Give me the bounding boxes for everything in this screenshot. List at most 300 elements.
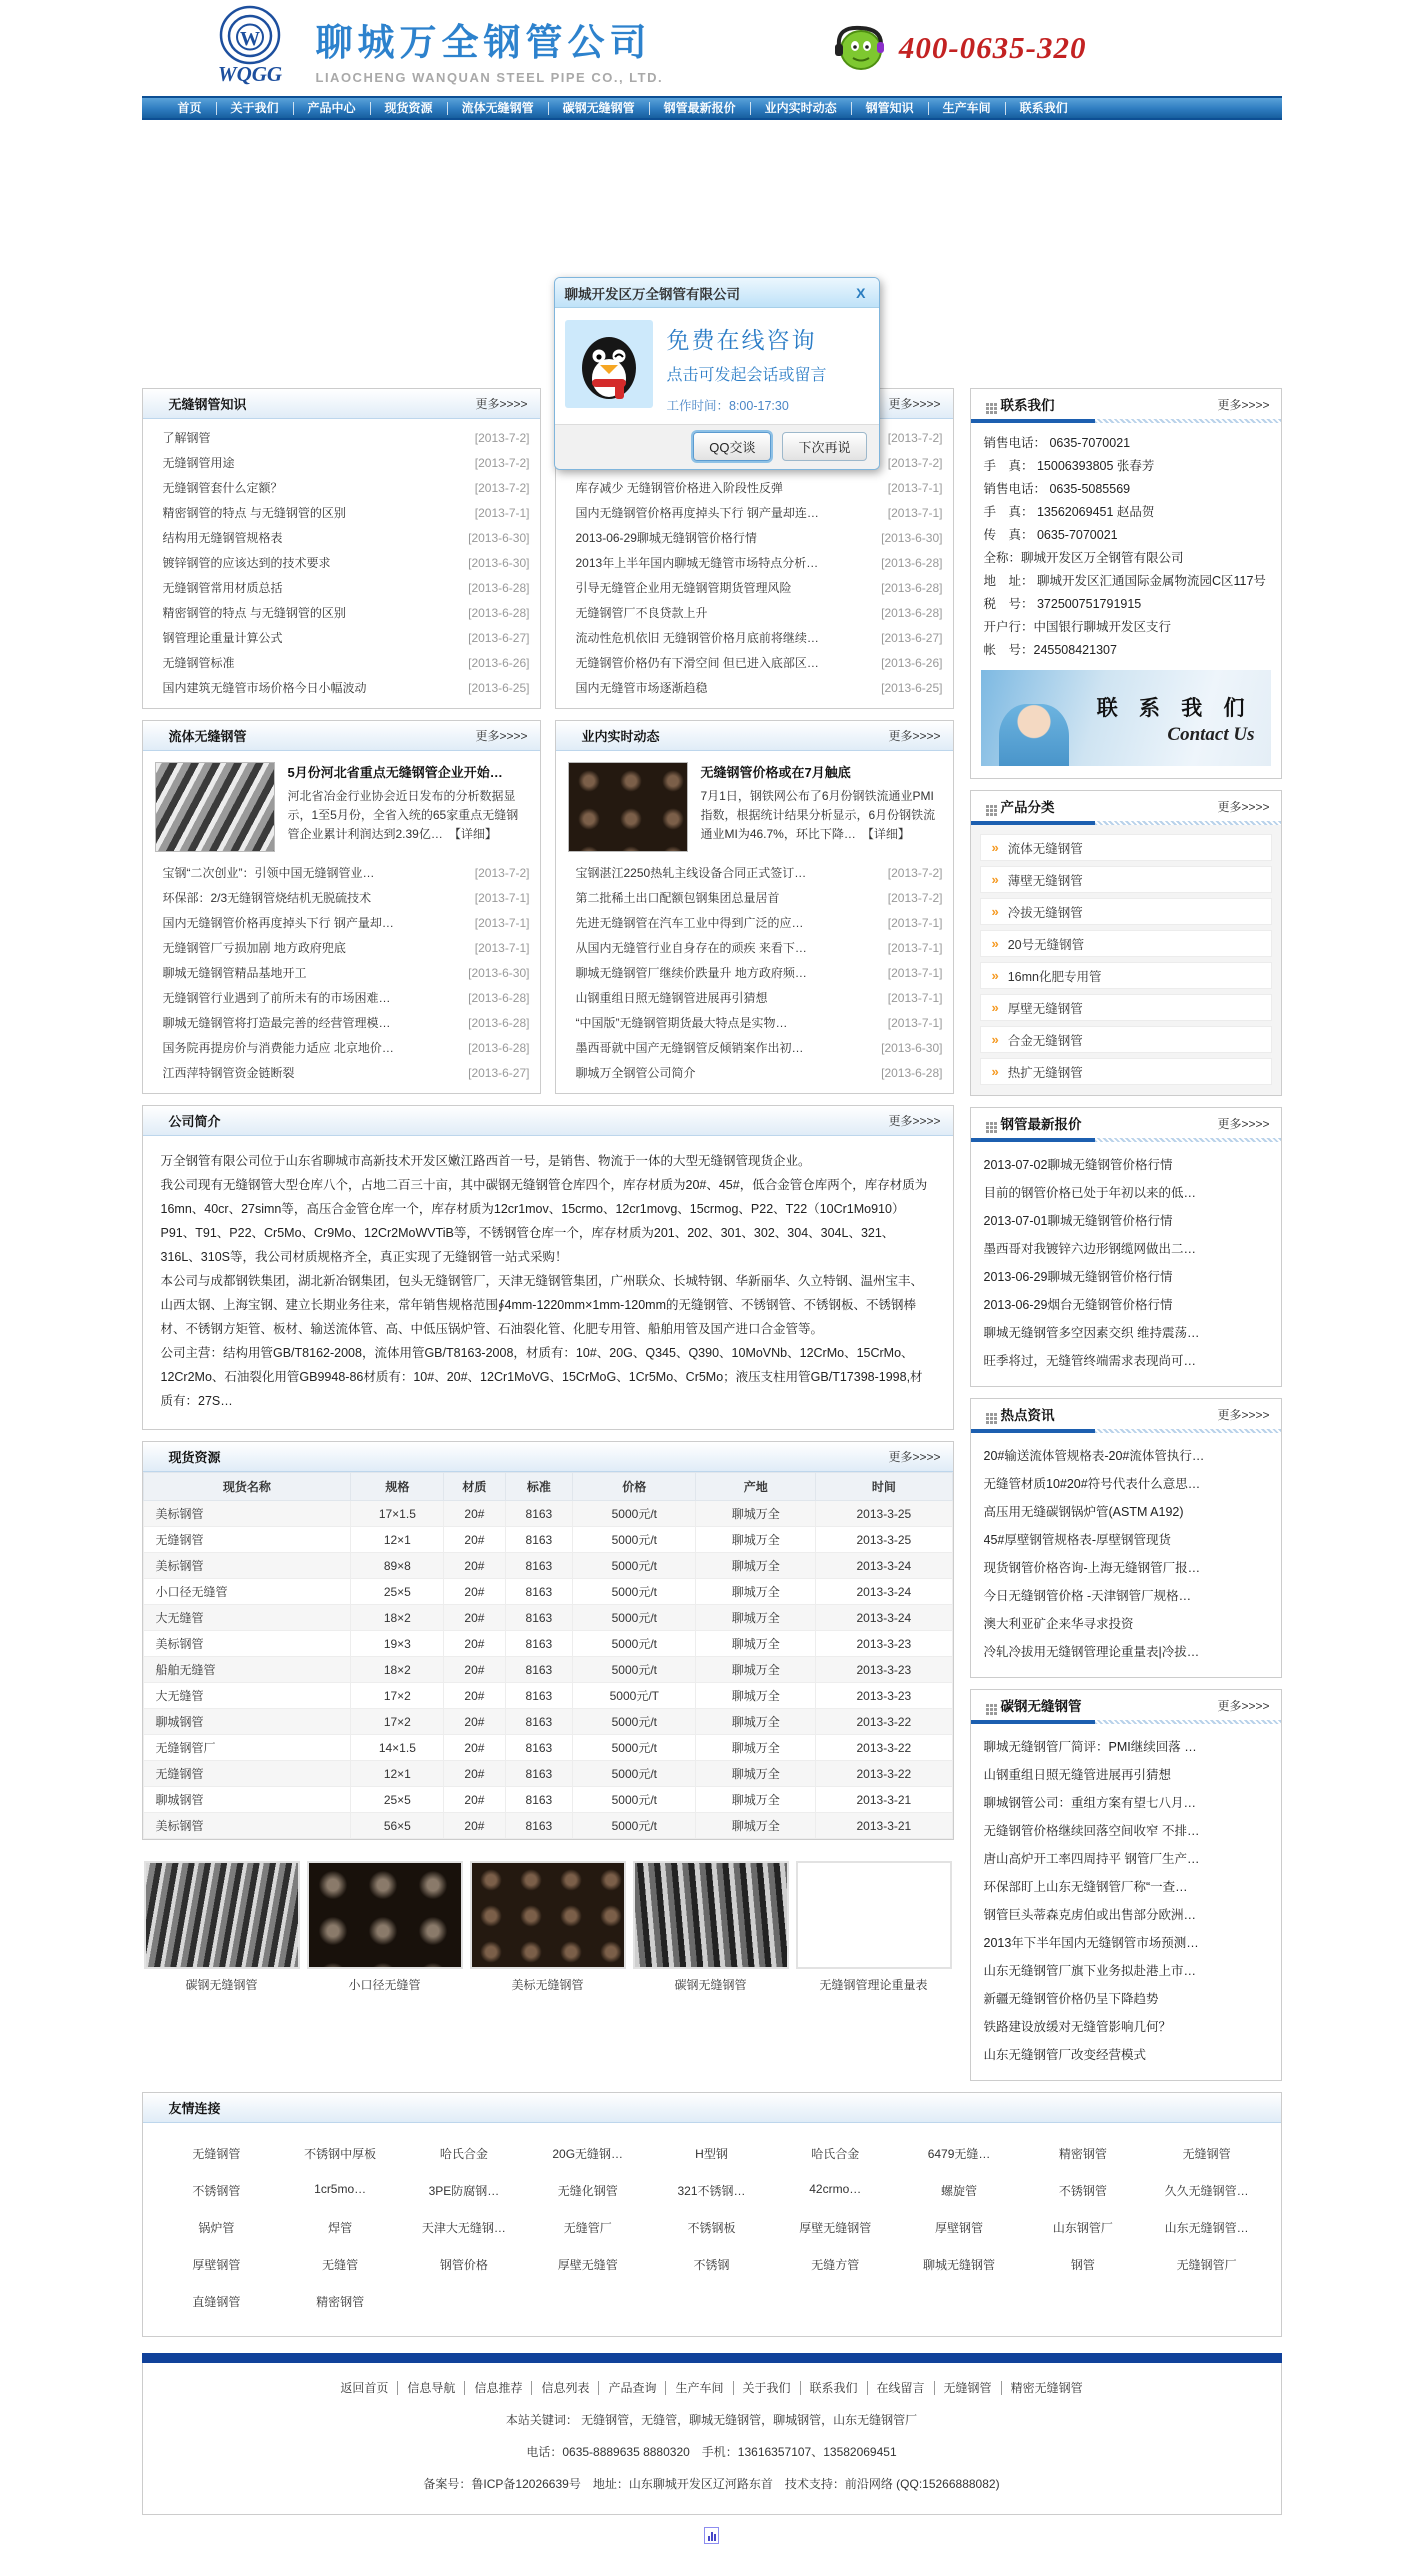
news-list-item[interactable] [566,675,943,700]
table-row[interactable] [143,1579,952,1605]
news-date: [2013-6-28] [468,580,530,595]
news-date: [2013-7-2] [474,430,530,445]
hotline-number: 400-0635-320 [898,30,1087,65]
cell-date: 2013-3-24 [816,1553,952,1579]
table-row[interactable] [143,1605,952,1631]
footer-nav-item[interactable]: 精密无缝钢管 [1010,2381,1083,2395]
footer-nav-item[interactable]: 信息导航 [398,2381,465,2395]
news-title: 第二批稀土出口配额包钢集团总量居首 [575,891,780,905]
cell-spec: 25×5 [351,1787,444,1813]
news-date: [2013-7-1] [474,915,530,930]
cell-spec: 18×2 [351,1657,444,1683]
contact-line: 税 号： 372500751791915 [983,597,1142,611]
table-row[interactable] [143,1683,952,1709]
cell-price: 5000元/t [573,1761,696,1787]
site-footer [142,2363,1282,2515]
company-intro-paragraph: 本公司与成都钢铁集团，湖北新冶钢集团，包头无缝钢管厂，天津无缝钢管集团，广州联众、长城特钢、华新丽华、久立特钢、温州宝丰、山西太钢、上海宝钢、建立长期业务往来，常年销售规格范围∮4mm-1220mm×1mm-120mm的无缝钢管、不锈钢管、不锈钢板、不锈钢棒材、不锈钢方矩管、板材、输送流体管、高、中低压锅炉管、石油裂化管、化肥专用管、船舶用管及国产进口合金管等。 [160,1274,924,1336]
cell-name: 聊城钢管 [143,1787,351,1813]
category-item[interactable] [980,930,1272,957]
news-list-item[interactable] [153,500,530,525]
list-item[interactable]: 今日无缝钢管价格 -天津钢管厂规格… [983,1589,1192,1603]
list-item[interactable]: 高压用无缝碳钢锅炉管(ASTM A192) [983,1505,1184,1519]
category-item[interactable] [980,1058,1272,1085]
news-title: 精密钢管的特点 与无缝钢管的区别 [162,606,346,620]
panel-contact [970,388,1282,779]
list-item[interactable]: 聊城无缝钢管多空因素交织 维持震荡… [983,1326,1200,1340]
friendly-link[interactable]: 厚壁钢管 [192,2258,241,2272]
nav-item[interactable]: 现货资源 [371,102,448,115]
cell-name: 美标钢管 [143,1813,351,1839]
panel-hot-news [970,1398,1282,1678]
friendly-link[interactable]: 不锈钢 [693,2258,730,2272]
panel-title: 热点资讯 [1000,1408,1055,1423]
footer-beian: 备案号：鲁ICP备12026639号 地址：山东聊城开发区辽河路东首 技术支持：前沿网络 (QQ:15266888082) [423,2477,1000,2491]
friendly-link[interactable]: 无缝钢管 [192,2147,241,2161]
panel-fluid-header [143,721,540,751]
product-thumb[interactable] [796,1861,952,1993]
contact-line: 手 真： 13562069451 赵品贺 [983,505,1155,519]
friendly-link[interactable]: 不锈钢板 [687,2221,736,2235]
list-item[interactable]: 20#输送流体管规格表-20#流体管执行… [983,1449,1205,1463]
news-list-item[interactable] [566,910,943,935]
friendly-link[interactable]: 锅炉管 [198,2221,235,2235]
product-image [633,1861,789,1969]
cell-material: 20# [444,1813,505,1839]
panel-industry-news [555,720,954,1094]
news-list-item[interactable] [153,860,530,885]
news-title: “中国版”无缝钢管期货最大特点是实物… [575,1016,788,1030]
news-title: 无缝钢管厂亏损加剧 地方政府兜底 [162,941,346,955]
qq-later-button[interactable]: 下次再说 [782,432,866,461]
news-date: [2013-7-1] [474,940,530,955]
cell-standard: 8163 [505,1657,573,1683]
list-item[interactable]: 无缝钢管价格继续回落空间收窄 不排… [983,1824,1200,1838]
category-label: 厚壁无缝钢管 [1007,1001,1083,1016]
footer-nav-item[interactable]: 返回首页 [331,2381,398,2395]
stock-column-header: 材质 [444,1473,505,1501]
friendly-link[interactable]: 钢管 [1070,2258,1095,2272]
cell-origin: 聊城万全 [696,1501,816,1527]
friendly-link[interactable]: H型钢 [695,2147,728,2161]
company-intro-paragraph: 我公司现有无缝钢管大型仓库八个，占地二百三十亩，其中碳钢无缝钢管仓库四个，库存材质为20#、45#，低合金管仓库两个，库存材质为16mn、40cr、27simn等，高压合金管仓库一个，库存材质为12cr1mov、15crmo、12cr1movg、15crmog、P22、T22（10Cr1Mo910）P91、T91、P22、Cr5Mo、Cr9Mo、12Cr2MoWVTiB等，不锈钢管仓库一个，库存材质为201、202、301、302、304、304L、321、316L、310S等，我公司材质规格齐全，真正实现了无缝钢管一站式采购！ [160,1178,928,1264]
panel-hot-header [971,1399,1281,1429]
list-item[interactable]: 新疆无缝钢管价格仍呈下降趋势 [983,1992,1159,2006]
panel-quotes-header [971,1108,1281,1138]
news-title: 库存减少 无缝钢管价格进入阶段性反弹 [575,481,783,495]
arrow-bullet-icon [992,840,999,855]
news-list-item[interactable] [566,475,943,500]
list-item[interactable]: 山钢重组日照无缝管进展再引猜想 [983,1768,1172,1782]
cell-name: 聊城钢管 [143,1709,351,1735]
cell-origin: 聊城万全 [696,1683,816,1709]
cell-price: 5000元/t [573,1735,696,1761]
more-link[interactable]: 更多>>>> [1217,1407,1270,1422]
nav-item[interactable]: 钢管知识 [852,102,929,115]
contact-banner-en: Contact Us [1167,724,1255,745]
friendly-link[interactable]: 无缝钢管厂 [1176,2258,1237,2272]
news-list-item[interactable] [153,985,530,1010]
friendly-link[interactable]: 3PE防腐钢… [428,2184,500,2198]
product-image [144,1861,300,1969]
category-item[interactable] [980,962,1272,989]
cell-material: 20# [444,1761,505,1787]
list-item[interactable]: 山东无缝钢管厂改变经营模式 [983,2048,1147,2062]
arrow-bullet-icon [992,936,999,951]
friendly-link[interactable]: 山东钢管厂 [1052,2221,1113,2235]
news-list-item[interactable] [566,575,943,600]
footer-nav-item[interactable]: 信息列表 [532,2381,599,2395]
cell-spec: 25×5 [351,1579,444,1605]
news-list-item[interactable] [153,960,530,985]
news-date: [2013-7-1] [474,505,530,520]
news-list-item[interactable] [566,935,943,960]
news-list-item[interactable] [566,600,943,625]
nav-item[interactable]: 钢管最新报价 [650,102,751,115]
more-link[interactable]: 更多>>>> [475,729,528,743]
cell-spec: 14×1.5 [351,1735,444,1761]
news-list-item[interactable] [153,1035,530,1060]
list-item[interactable]: 2013-06-29聊城无缝钢管价格行情 [983,1270,1173,1284]
cell-standard: 8163 [505,1579,573,1605]
panel-title: 联系我们 [1000,398,1055,413]
friendly-link[interactable]: 天津大无缝钢… [421,2221,506,2235]
cell-standard: 8163 [505,1709,573,1735]
footer-nav-item[interactable]: 联系我们 [801,2381,868,2395]
more-link[interactable]: 更多>>>> [1217,397,1270,412]
news-list-item[interactable] [153,425,530,450]
table-row[interactable] [143,1631,952,1657]
cell-origin: 聊城万全 [696,1631,816,1657]
news-list-item[interactable] [153,575,530,600]
news-list-item[interactable] [153,935,530,960]
panel-contact-header [971,389,1281,419]
list-item[interactable]: 墨西哥对我镀锌六边形钢缆网做出二… [983,1242,1197,1256]
panel-stock-header [143,1442,953,1472]
friendly-link[interactable]: 精密钢管 [316,2295,365,2309]
friendly-link[interactable]: 山东无缝钢管… [1164,2221,1249,2235]
news-list-item[interactable] [566,1060,943,1085]
qq-chat-button[interactable]: QQ交谈 [693,432,771,461]
cell-origin: 聊城万全 [696,1553,816,1579]
list-item[interactable]: 聊城钢管公司：重组方案有望七八月… [983,1796,1197,1810]
arrow-bullet-icon [992,968,999,983]
visitor-counter-icon[interactable] [704,2527,719,2544]
cell-date: 2013-3-25 [816,1527,952,1553]
friendly-link[interactable]: 不锈钢管 [1058,2184,1107,2198]
product-thumb[interactable] [633,1861,789,1993]
friendly-link[interactable]: 无缝管 [322,2258,359,2272]
nav-item[interactable]: 关于我们 [217,102,294,115]
nav-item[interactable]: 首页 [164,102,217,115]
friendly-link[interactable]: 厚壁无缝钢管 [799,2221,872,2235]
grid-icon [986,1704,989,1707]
cell-origin: 聊城万全 [696,1735,816,1761]
news-title: 先进无缝钢管在汽车工业中得到广泛的应… [575,916,804,930]
news-title: 宝钢湛江2250热轧主线设备合同正式签订… [575,866,807,880]
more-link[interactable]: 更多>>>> [1217,799,1270,814]
cell-spec: 12×1 [351,1527,444,1553]
panel-product-categories [970,790,1282,1096]
category-item[interactable] [980,866,1272,893]
panel-title: 公司简介 [168,1114,221,1129]
nav-item[interactable]: 生产车间 [929,102,1006,115]
table-row[interactable] [143,1735,952,1761]
news-date: [2013-7-2] [474,480,530,495]
nav-item[interactable]: 产品中心 [294,102,371,115]
category-item[interactable] [980,994,1272,1021]
friendly-link[interactable]: 钢管价格 [439,2258,488,2272]
list-item[interactable]: 铁路建设放缓对无缝管影响几何？ [983,2020,1172,2034]
stock-column-header: 产地 [696,1473,816,1501]
friendly-link[interactable]: 哈氏合金 [439,2147,488,2161]
news-title: 环保部：2/3无缝钢管烧结机无脱硫技术 [162,891,372,905]
cell-price: 5000元/t [573,1813,696,1839]
stock-column-header: 现货名称 [143,1473,351,1501]
list-item[interactable]: 2013-06-29烟台无缝钢管价格行情 [983,1298,1173,1312]
news-date: [2013-6-30] [468,555,530,570]
more-link[interactable]: 更多>>>> [888,1450,941,1464]
news-list-item[interactable] [153,910,530,935]
friendly-link[interactable]: 螺旋管 [941,2184,978,2198]
more-link[interactable]: 更多>>>> [1217,1698,1270,1713]
news-list-item[interactable] [566,525,943,550]
company-logo [210,5,302,92]
cell-material: 20# [444,1605,505,1631]
product-caption: 无缝钢管理论重量表 [819,1978,928,1992]
product-caption: 碳钢无缝钢管 [185,1978,258,1992]
news-date: [2013-7-1] [887,505,943,520]
list-item[interactable]: 聊城无缝钢管厂简评：PMI继续回落 … [983,1740,1197,1754]
news-list-item[interactable] [566,960,943,985]
news-title: 无缝钢管厂不良贷款上升 [575,606,708,620]
footer-nav-item[interactable]: 无缝钢管 [935,2381,1002,2395]
product-image [470,1861,626,1969]
footer-blue-bar [142,2353,1282,2363]
list-item[interactable]: 山东无缝钢管厂旗下业务拟赴港上市… [983,1964,1197,1978]
news-title: 无缝钢管标准 [162,656,235,670]
qq-dialog-buttons [555,424,879,469]
friendly-link[interactable]: 不锈钢管 [192,2184,241,2198]
nav-item[interactable]: 联系我们 [1019,100,1068,115]
table-row[interactable] [143,1657,952,1683]
news-list-item[interactable] [566,550,943,575]
friendly-link[interactable]: 焊管 [328,2221,353,2235]
footer-nav-item[interactable]: 生产车间 [666,2381,733,2395]
category-label: 流体无缝钢管 [1007,841,1083,856]
news-date: [2013-7-2] [887,865,943,880]
cell-price: 5000元/t [573,1605,696,1631]
footer-nav-item[interactable]: 在线留言 [868,2381,935,2395]
list-item[interactable]: 2013-07-02聊城无缝钢管价格行情 [983,1158,1173,1172]
product-thumb[interactable] [144,1861,300,1993]
featured-article[interactable] [143,751,540,854]
news-list-item[interactable] [153,650,530,675]
cell-standard: 8163 [505,1631,573,1657]
list-item[interactable]: 目前的钢管价格已处于年初以来的低… [983,1186,1197,1200]
news-title: 无缝钢管行业遇到了前所未有的市场困难… [162,991,391,1005]
nav-item[interactable]: 业内实时动态 [751,102,852,115]
friendly-links-grid [143,2123,1281,2336]
news-date: [2013-6-28] [881,555,943,570]
product-thumb[interactable] [307,1861,463,1993]
cell-spec: 17×1.5 [351,1501,444,1527]
list-item[interactable]: 现货钢管价格咨询-上海无缝钢管厂报… [983,1561,1201,1575]
news-list-item[interactable] [566,500,943,525]
news-date: [2013-7-2] [474,865,530,880]
news-title: 聊城无缝钢管将打造最完善的经营管理模… [162,1016,391,1030]
nav-item[interactable]: 碳钢无缝钢管 [549,102,650,115]
list-item[interactable]: 无缝管材质10#20#符号代表什么意思… [983,1477,1201,1491]
footer-nav-item[interactable]: 信息推荐 [465,2381,532,2395]
news-list-item[interactable] [153,450,530,475]
cell-spec: 89×8 [351,1553,444,1579]
list-item[interactable]: 2013-07-01聊城无缝钢管价格行情 [983,1214,1173,1228]
featured-article-text [288,762,528,852]
product-thumb[interactable] [470,1861,626,1993]
news-list-item[interactable] [153,675,530,700]
friendly-link[interactable]: 厚壁无缝管 [557,2258,618,2272]
news-title: 国内无缝管市场逐渐趋稳 [575,681,708,695]
category-item[interactable] [980,1026,1272,1053]
category-item[interactable] [980,898,1272,925]
table-row[interactable] [143,1501,952,1527]
news-list-item[interactable] [153,1060,530,1085]
news-list-item[interactable] [566,650,943,675]
cell-name: 船舶无缝管 [143,1657,351,1683]
news-title: 国务院再提房价与消费能力适应 北京地价… [162,1041,394,1055]
friendly-link[interactable]: 无缝管厂 [563,2221,612,2235]
contact-banner-image [981,670,1271,766]
list-item[interactable]: 钢管巨头蒂森克虏伯或出售部分欧洲… [983,1908,1197,1922]
company-intro-text [143,1136,953,1429]
more-link[interactable]: 更多>>>> [888,1114,941,1128]
friendly-link[interactable]: 42crmo… [809,2182,862,2196]
cell-name: 美标钢管 [143,1553,351,1579]
news-date: [2013-6-25] [881,680,943,695]
friendly-link[interactable]: 精密钢管 [1058,2147,1107,2161]
contact-line: 传 真： 0635-7070021 [983,528,1118,542]
panel-categories-header [971,791,1281,821]
cell-price: 5000元/t [573,1501,696,1527]
friendly-link[interactable]: 20G无缝钢… [552,2147,624,2161]
news-date: [2013-6-28] [468,1040,530,1055]
friendly-link[interactable]: 无缝方管 [811,2258,860,2272]
footer-nav-item[interactable]: 关于我们 [734,2381,801,2395]
news-title: 宝钢“二次创业”：引领中国无缝钢管业… [162,866,375,880]
friendly-link[interactable]: 321不锈钢… [677,2184,746,2198]
news-list-item[interactable] [566,1035,943,1060]
close-icon[interactable]: X [856,284,866,301]
news-list-item[interactable] [153,885,530,910]
qq-chat-dialog[interactable] [554,277,880,470]
news-list-item[interactable] [566,1010,943,1035]
friendly-link[interactable]: 1cr5mo… [314,2182,367,2196]
friendly-link[interactable]: 不锈钢中厚板 [304,2147,377,2161]
product-image [796,1861,952,1969]
news-title: 引导无缝管企业用无缝钢管期货管理风险 [575,581,792,595]
list-item[interactable]: 环保部盯上山东无缝钢管厂称“一查… [983,1880,1188,1894]
news-list-item[interactable] [566,625,943,650]
friendly-link[interactable]: 哈氏合金 [811,2147,860,2161]
friendly-link[interactable]: 久久无缝钢管… [1164,2184,1249,2198]
panel-knowledge-header [143,389,540,419]
list-item[interactable]: 冷轧冷拔用无缝钢管理论重量表|冷拔… [983,1645,1200,1659]
table-row[interactable] [143,1813,952,1839]
featured-title[interactable]: 5月份河北省重点无缝钢管企业开始… [287,765,503,780]
nav-item[interactable]: 流体无缝钢管 [448,102,549,115]
table-row[interactable] [143,1787,952,1813]
news-date: [2013-7-1] [887,1015,943,1030]
list-item[interactable]: 2013年下半年国内无缝钢管市场预测… [983,1936,1199,1950]
arrow-bullet-icon [992,904,999,919]
more-link[interactable]: 更多>>>> [888,729,941,743]
cell-material: 20# [444,1709,505,1735]
panel-links-header [143,2093,1281,2123]
featured-article[interactable] [556,751,953,854]
cell-name: 美标钢管 [143,1631,351,1657]
news-list-item[interactable] [153,475,530,500]
cell-standard: 8163 [505,1553,573,1579]
news-list-item[interactable] [153,550,530,575]
friendly-link[interactable]: 无缝钢管 [1182,2147,1231,2161]
featured-article-image [568,762,688,852]
cell-origin: 聊城万全 [696,1527,816,1553]
more-link[interactable]: 更多>>>> [475,397,528,411]
list-item[interactable]: 45#厚壁钢管规格表-厚壁钢管现货 [983,1533,1172,1547]
category-item[interactable] [980,834,1272,861]
news-list-item[interactable] [153,625,530,650]
arrow-bullet-icon [992,1064,999,1079]
news-date: [2013-6-28] [881,605,943,620]
footer-nav-item[interactable]: 产品查询 [599,2381,666,2395]
news-list-item[interactable] [153,1010,530,1035]
news-title: 了解钢管 [162,431,211,445]
cell-origin: 聊城万全 [696,1657,816,1683]
cell-standard: 8163 [505,1787,573,1813]
cell-origin: 聊城万全 [696,1787,816,1813]
friendly-link[interactable]: 无缝化钢管 [557,2184,618,2198]
table-row[interactable] [143,1553,952,1579]
news-title: 流动性危机依旧 无缝钢管价格月底前将继续… [575,631,819,645]
friendly-link[interactable]: 6479无缝… [927,2147,991,2161]
table-row[interactable] [143,1709,952,1735]
news-date: [2013-6-27] [468,630,530,645]
news-list-item[interactable] [153,525,530,550]
cell-material: 20# [444,1683,505,1709]
news-date: [2013-6-28] [468,605,530,620]
qq-dialog-title: 聊城开发区万全钢管有限公司 [564,286,740,302]
featured-title[interactable]: 无缝钢管价格或在7月触底 [700,765,851,780]
cell-price: 5000元/t [573,1631,696,1657]
list-item[interactable]: 唐山高炉开工率四周持平 钢管厂生产… [983,1852,1200,1866]
more-link[interactable]: 更多>>>> [1217,1116,1270,1131]
news-list-item[interactable] [153,600,530,625]
service-agent-image [999,704,1069,766]
table-row[interactable] [143,1761,952,1787]
friendly-link[interactable]: 聊城无缝钢管 [923,2258,996,2272]
friendly-link[interactable]: 厚壁钢管 [935,2221,984,2235]
news-list-item[interactable] [566,885,943,910]
panel-carbon-header [971,1690,1281,1720]
friendly-link[interactable]: 直缝钢管 [192,2295,241,2309]
list-item[interactable]: 澳大利亚矿企来华寻求投资 [983,1617,1134,1631]
more-link[interactable]: 更多>>>> [888,397,941,411]
list-item[interactable]: 旺季将过，无缝管终端需求表现尚可… [983,1354,1197,1368]
news-list-item[interactable] [566,985,943,1010]
table-row[interactable] [143,1527,952,1553]
news-list-item[interactable] [566,860,943,885]
cell-price: 5000元/t [573,1787,696,1813]
